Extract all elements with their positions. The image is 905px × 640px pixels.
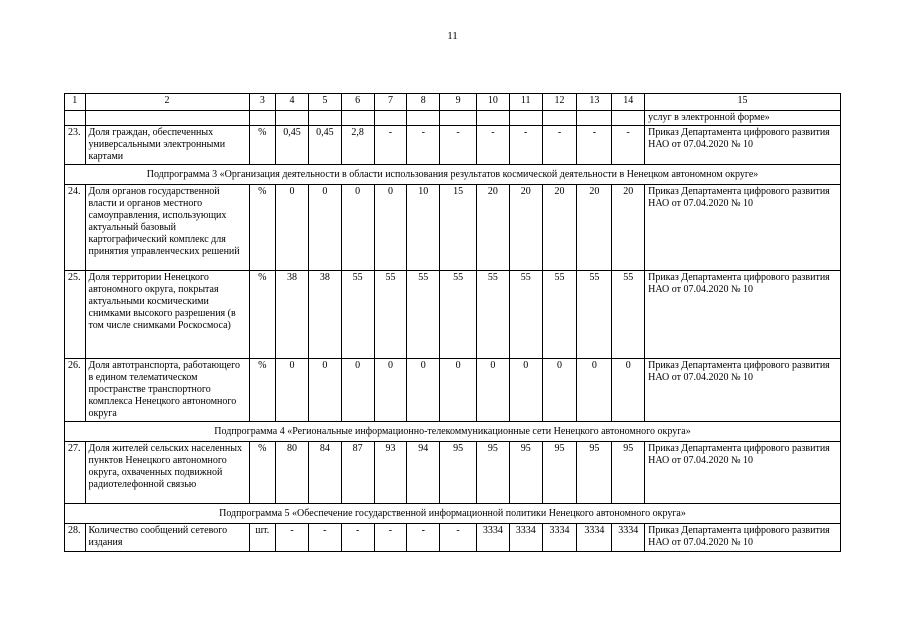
value-cell: 55 (440, 271, 477, 359)
empty-cell (249, 111, 276, 126)
column-number-header: 11 (509, 94, 542, 111)
value-cell: 0 (308, 359, 341, 422)
empty-cell (65, 111, 86, 126)
value-cell: 0,45 (276, 126, 309, 165)
value-cell: 0 (341, 185, 374, 271)
row-number: 27. (65, 442, 86, 504)
empty-cell (85, 111, 249, 126)
column-number-header: 14 (612, 94, 645, 111)
value-cell: 84 (308, 442, 341, 504)
value-cell: 0 (374, 359, 407, 422)
value-cell: 3334 (542, 524, 577, 552)
value-cell: 3334 (477, 524, 510, 552)
subprogram-title: Подпрограмма 4 «Региональные информационно-телекоммуникационные сети Ненецкого автономного округа» (65, 422, 841, 442)
value-cell: 20 (477, 185, 510, 271)
empty-cell (407, 111, 440, 126)
value-cell: 2,8 (341, 126, 374, 165)
table-row (65, 359, 841, 422)
column-number-header: 3 (249, 94, 276, 111)
value-cell: 15 (440, 185, 477, 271)
value-cell: 55 (542, 271, 577, 359)
unit-cell: % (249, 185, 276, 271)
empty-cell (276, 111, 309, 126)
column-number-header: 9 (440, 94, 477, 111)
value-cell: 0 (440, 359, 477, 422)
value-cell: 10 (407, 185, 440, 271)
column-number-header: 6 (341, 94, 374, 111)
value-cell: 94 (407, 442, 440, 504)
empty-cell (308, 111, 341, 126)
value-cell: - (477, 126, 510, 165)
value-cell: - (542, 126, 577, 165)
source-cell: Приказ Департамента цифрового развития НАО от 07.04.2020 № 10 (645, 126, 841, 165)
table-row (65, 185, 841, 271)
value-cell: 55 (374, 271, 407, 359)
empty-cell (477, 111, 510, 126)
table-row (65, 126, 841, 165)
indicator-name: Доля автотранспорта, работающего в едином телематическом пространстве транспортного комплекса Ненецкого автономного округа (85, 359, 249, 422)
value-cell: - (509, 126, 542, 165)
row-number: 23. (65, 126, 86, 165)
empty-cell (577, 111, 612, 126)
value-cell: - (440, 524, 477, 552)
value-cell: 3334 (509, 524, 542, 552)
value-cell: 0 (276, 359, 309, 422)
value-cell: 0 (374, 185, 407, 271)
value-cell: 38 (276, 271, 309, 359)
carry-over-row (65, 111, 841, 126)
value-cell: 0 (276, 185, 309, 271)
value-cell: - (341, 524, 374, 552)
table-row (65, 271, 841, 359)
value-cell: - (308, 524, 341, 552)
column-number-header: 8 (407, 94, 440, 111)
empty-cell (374, 111, 407, 126)
value-cell: 93 (374, 442, 407, 504)
table-body (65, 94, 841, 552)
empty-cell (440, 111, 477, 126)
indicators-table (64, 93, 841, 552)
column-number-header: 10 (477, 94, 510, 111)
column-number-header: 12 (542, 94, 577, 111)
value-cell: 0,45 (308, 126, 341, 165)
row-number: 25. (65, 271, 86, 359)
value-cell: 0 (407, 359, 440, 422)
row-number: 24. (65, 185, 86, 271)
value-cell: 95 (542, 442, 577, 504)
column-number-header: 15 (645, 94, 841, 111)
subprogram-row (65, 165, 841, 185)
source-cell: Приказ Департамента цифрового развития НАО от 07.04.2020 № 10 (645, 185, 841, 271)
value-cell: 38 (308, 271, 341, 359)
empty-cell (542, 111, 577, 126)
value-cell: 20 (542, 185, 577, 271)
value-cell: 55 (477, 271, 510, 359)
value-cell: 95 (612, 442, 645, 504)
row-number: 26. (65, 359, 86, 422)
row-number: 28. (65, 524, 86, 552)
value-cell: 95 (509, 442, 542, 504)
column-number-header: 4 (276, 94, 309, 111)
empty-cell (509, 111, 542, 126)
value-cell: 20 (577, 185, 612, 271)
column-number-header: 1 (65, 94, 86, 111)
value-cell: 0 (509, 359, 542, 422)
unit-cell: % (249, 359, 276, 422)
value-cell: 0 (612, 359, 645, 422)
column-number-header: 5 (308, 94, 341, 111)
value-cell: 0 (308, 185, 341, 271)
value-cell: - (612, 126, 645, 165)
value-cell: 95 (477, 442, 510, 504)
subprogram-title: Подпрограмма 3 «Организация деятельности в области использования результатов космической деятельности в Ненецком автономном округе» (65, 165, 841, 185)
value-cell: 87 (341, 442, 374, 504)
value-cell: 95 (577, 442, 612, 504)
column-number-row (65, 94, 841, 111)
value-cell: - (407, 126, 440, 165)
subprogram-row (65, 422, 841, 442)
indicator-name: Доля территории Ненецкого автономного округа, покрытая актуальными космическими снимками высокого разрешения (в том числе снимками Роскосмоса) (85, 271, 249, 359)
empty-cell (612, 111, 645, 126)
value-cell: - (577, 126, 612, 165)
value-cell: 55 (407, 271, 440, 359)
value-cell: - (374, 524, 407, 552)
indicator-name: Доля граждан, обеспеченных универсальными электронными картами (85, 126, 249, 165)
carry-over-text: услуг в электронной форме» (645, 111, 841, 126)
source-cell: Приказ Департамента цифрового развития НАО от 07.04.2020 № 10 (645, 271, 841, 359)
subprogram-title: Подпрограмма 5 «Обеспечение государственной информационной политики Ненецкого автономного округа» (65, 504, 841, 524)
source-cell: Приказ Департамента цифрового развития НАО от 07.04.2020 № 10 (645, 442, 841, 504)
value-cell: - (374, 126, 407, 165)
indicator-name: Доля органов государственной власти и органов местного самоуправления, использующих актуальный базовый картографический комплекс для принятия управленческих решений (85, 185, 249, 271)
unit-cell: % (249, 271, 276, 359)
unit-cell: % (249, 442, 276, 504)
value-cell: 0 (341, 359, 374, 422)
value-cell: 80 (276, 442, 309, 504)
value-cell: 55 (577, 271, 612, 359)
value-cell: 55 (509, 271, 542, 359)
column-number-header: 13 (577, 94, 612, 111)
indicator-name: Доля жителей сельских населенных пунктов Ненецкого автономного округа, охваченных подвижной радиотелефонной связью (85, 442, 249, 504)
value-cell: 0 (577, 359, 612, 422)
value-cell: - (276, 524, 309, 552)
value-cell: 20 (612, 185, 645, 271)
value-cell: 0 (542, 359, 577, 422)
value-cell: - (407, 524, 440, 552)
value-cell: - (440, 126, 477, 165)
value-cell: 20 (509, 185, 542, 271)
source-cell: Приказ Департамента цифрового развития НАО от 07.04.2020 № 10 (645, 524, 841, 552)
indicator-name: Количество сообщений сетевого издания (85, 524, 249, 552)
value-cell: 95 (440, 442, 477, 504)
unit-cell: % (249, 126, 276, 165)
value-cell: 3334 (612, 524, 645, 552)
table-row (65, 524, 841, 552)
source-cell: Приказ Департамента цифрового развития НАО от 07.04.2020 № 10 (645, 359, 841, 422)
subprogram-row (65, 504, 841, 524)
page-number: 11 (447, 30, 458, 42)
unit-cell: шт. (249, 524, 276, 552)
value-cell: 55 (341, 271, 374, 359)
value-cell: 0 (477, 359, 510, 422)
empty-cell (341, 111, 374, 126)
table-row (65, 442, 841, 504)
column-number-header: 7 (374, 94, 407, 111)
value-cell: 55 (612, 271, 645, 359)
value-cell: 3334 (577, 524, 612, 552)
column-number-header: 2 (85, 94, 249, 111)
